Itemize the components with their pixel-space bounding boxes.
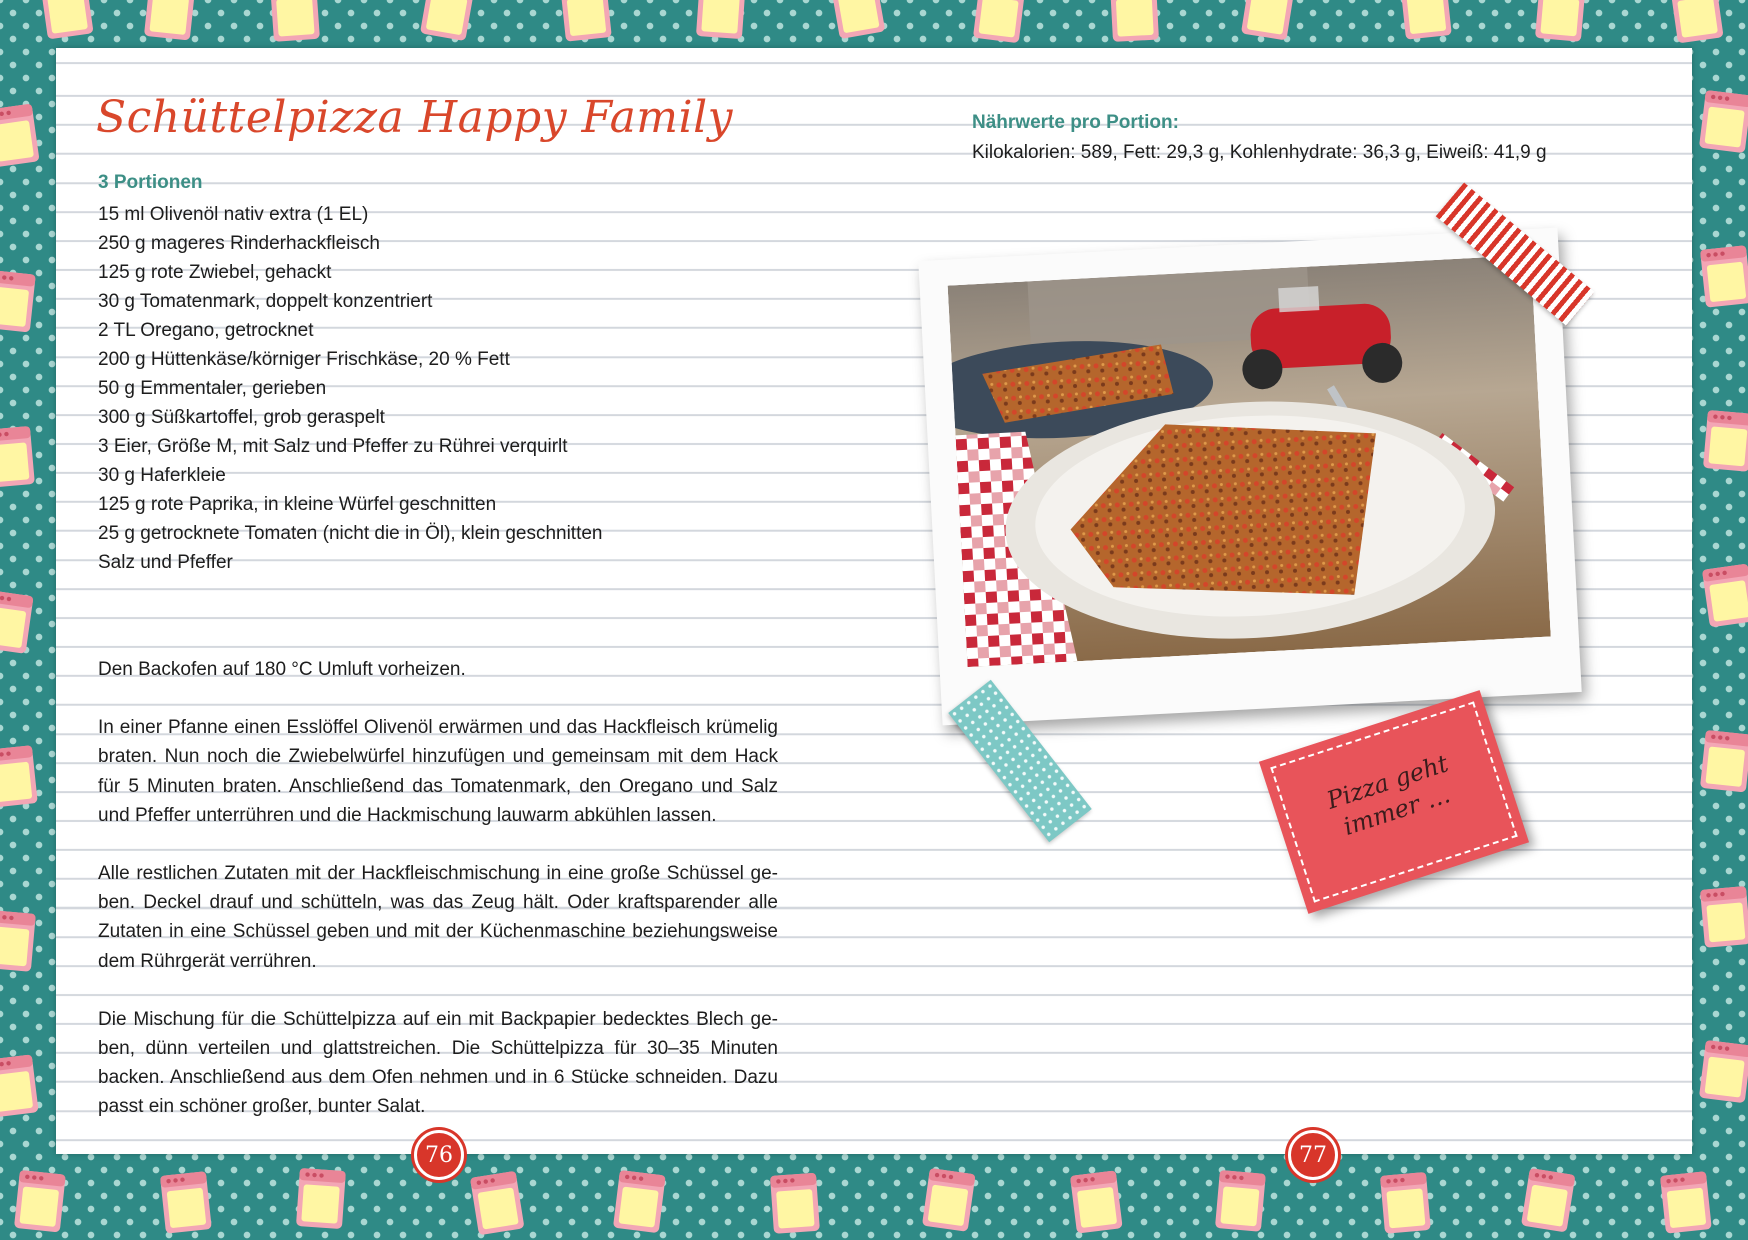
nutrition-heading: Nährwerte pro Portion: — [972, 112, 1179, 133]
ingredient-item: 15 ml Olivenöl nativ extra (1 EL) — [98, 204, 369, 225]
ingredient-item: 30 g Haferkleie — [98, 465, 226, 486]
page-number-right: 77 — [1288, 1130, 1338, 1180]
preparation-steps — [98, 655, 778, 1151]
pizza-photo — [948, 255, 1551, 667]
ingredient-list — [98, 200, 603, 577]
pizza-photo-illustration — [948, 255, 1551, 667]
ingredient-item: Salz und Pfeffer — [98, 552, 233, 573]
note-text: Pizza geht immer … — [1323, 749, 1454, 841]
ingredient-item: 125 g rote Zwiebel, gehackt — [98, 262, 332, 283]
ingredient-item: 300 g Süßkartoffel, grob geraspelt — [98, 407, 385, 428]
preparation-step: Den Backofen auf 180 °C Umluft vorheizen. — [98, 659, 466, 680]
ingredient-item: 50 g Emmentaler, gerieben — [98, 378, 327, 399]
recipe-title: Schüttelpizza Happy Family — [96, 92, 734, 143]
ingredient-item: 3 Eier, Größe M, mit Salz und Pfeffer zu Rührei verquirlt — [98, 436, 568, 457]
polaroid-photo-frame — [918, 228, 1581, 726]
preparation-step: In einer Pfanne einen Esslöffel Olivenöl erwärmen und das Hackfleisch krümelig braten. Nun noch die Zwiebelwürfel hinzufügen und gemeinsam mit dem Hack für 5 Minuten braten. Anschließend das Tomatenmark, den Oregano und Salz und Pfeffer unterrühren und die Hackmischung lauwarm abkühlen lassen. — [98, 717, 778, 826]
ingredient-item: 250 g mageres Rinderhackfleisch — [98, 233, 380, 254]
portions-label: 3 Portionen — [98, 172, 203, 193]
ingredient-item: 30 g Tomatenmark, doppelt konzentriert — [98, 291, 433, 312]
nutrition-values: Kilokalorien: 589, Fett: 29,3 g, Kohlenhydrate: 36,3 g, Eiweiß: 41,9 g — [972, 142, 1547, 163]
page-number-left: 76 — [414, 1130, 464, 1180]
ingredient-item: 2 TL Oregano, getrocknet — [98, 320, 314, 341]
ingredient-item: 125 g rote Paprika, in kleine Würfel geschnitten — [98, 494, 497, 515]
ingredient-item: 25 g getrocknete Tomaten (nicht die in Öl), klein geschnitten — [98, 523, 603, 544]
preparation-step: Alle restlichen Zutaten mit der Hackfleischmischung in eine große Schüssel geben. Deckel drauf und schütteln, was das Zeug hält. Oder kraftsparender alle Zutaten in eine Schüssel geben und mit der Küchenmaschine beziehungsweise dem Rührgerät verrühren. — [98, 863, 778, 972]
ingredient-item: 200 g Hüttenkäse/körniger Frischkäse, 20 % Fett — [98, 349, 510, 370]
preparation-step: Die Mischung für die Schüttelpizza auf ein mit Backpapier bedecktes Blech geben, dünn verteilen und glattstreichen. Die Schüttelpizza für 30–35 Minuten backen. Anschließend aus dem Ofen nehmen und in 6 Stücke schneiden. Dazu passt ein schöner großer, bunter Salat. — [98, 1008, 778, 1118]
